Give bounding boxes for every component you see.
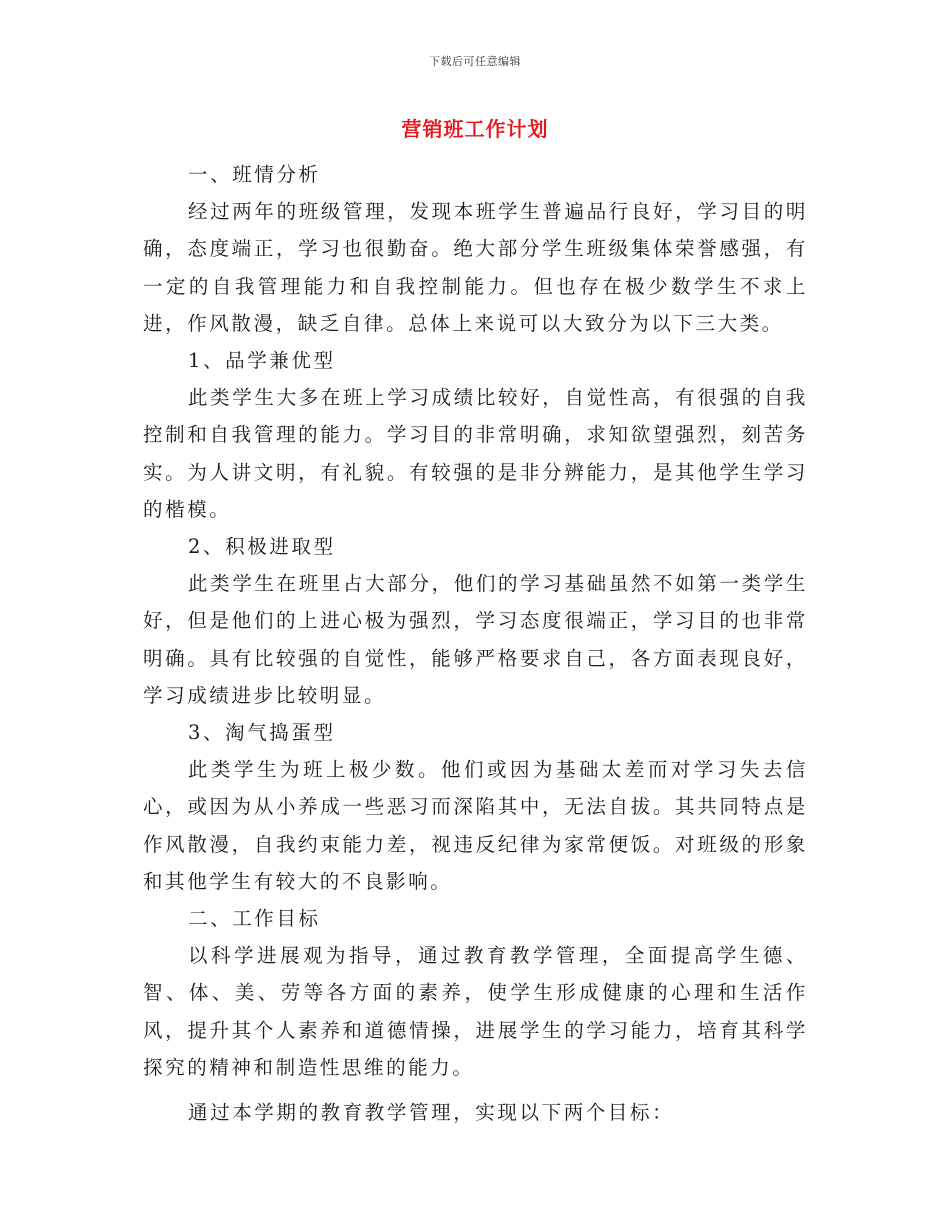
paragraph-goals-intro: 通过本学期的教育教学管理，实现以下两个目标： <box>188 1101 675 1125</box>
section-heading-goals: 二、工作目标 <box>188 907 321 931</box>
header-note: 下载后可任意编辑 <box>429 55 521 68</box>
subheading-type-2: 2、积极进取型 <box>188 535 336 559</box>
paragraph-type-2: 此类学生在班里占大部分，他们的学习基础虽然不如第一类学生好，但是他们的上进心极为强烈，学习态度很端正，学习目的也非常明确。具有比较强的自觉性，能够严格要求自己，各方面表现良好，学习成绩进步比较明显。 <box>143 572 808 707</box>
paragraph-gap <box>143 1086 808 1094</box>
document-body <box>143 156 808 1131</box>
paragraph-type-3: 此类学生为班上极少数。他们或因为基础太差而对学习失去信心，或因为从小养成一些恶习而深陷其中，无法自拔。其共同特点是作风散漫，自我约束能力差，视违反纪律为家常便饭。对班级的形象和其他学生有较大的不良影响。 <box>143 758 808 893</box>
paragraph-analysis: 经过两年的班级管理，发现本班学生普遍品行良好，学习目的明确，态度端正，学习也很勤奋。绝大部分学生班级集体荣誉感强，有一定的自我管理能力和自我控制能力。但也存在极少数学生不求上进，作风散漫，缺乏自律。总体上来说可以大致分为以下三大类。 <box>143 200 808 335</box>
document-title: 营销班工作计划 <box>401 117 549 141</box>
subheading-type-3: 3、淘气捣蛋型 <box>188 721 336 745</box>
paragraph-type-1: 此类学生大多在班上学习成绩比较好，自觉性高，有很强的自我控制和自我管理的能力。学习目的非常明确，求知欲望强烈，刻苦务实。为人讲文明，有礼貌。有较强的是非分辨能力，是其他学生学习的楷模。 <box>143 386 808 521</box>
subheading-type-1: 1、品学兼优型 <box>188 349 336 373</box>
section-heading-analysis: 一、班情分析 <box>188 163 321 186</box>
paragraph-goals: 以科学进展观为指导，通过教育教学管理，全面提高学生德、智、体、美、劳等各方面的素养，使学生形成健康的心理和生活作风，提升其个人素养和道德情操，进展学生的学习能力，培育其科学探究的精神和制造性思维的能力。 <box>143 944 808 1079</box>
